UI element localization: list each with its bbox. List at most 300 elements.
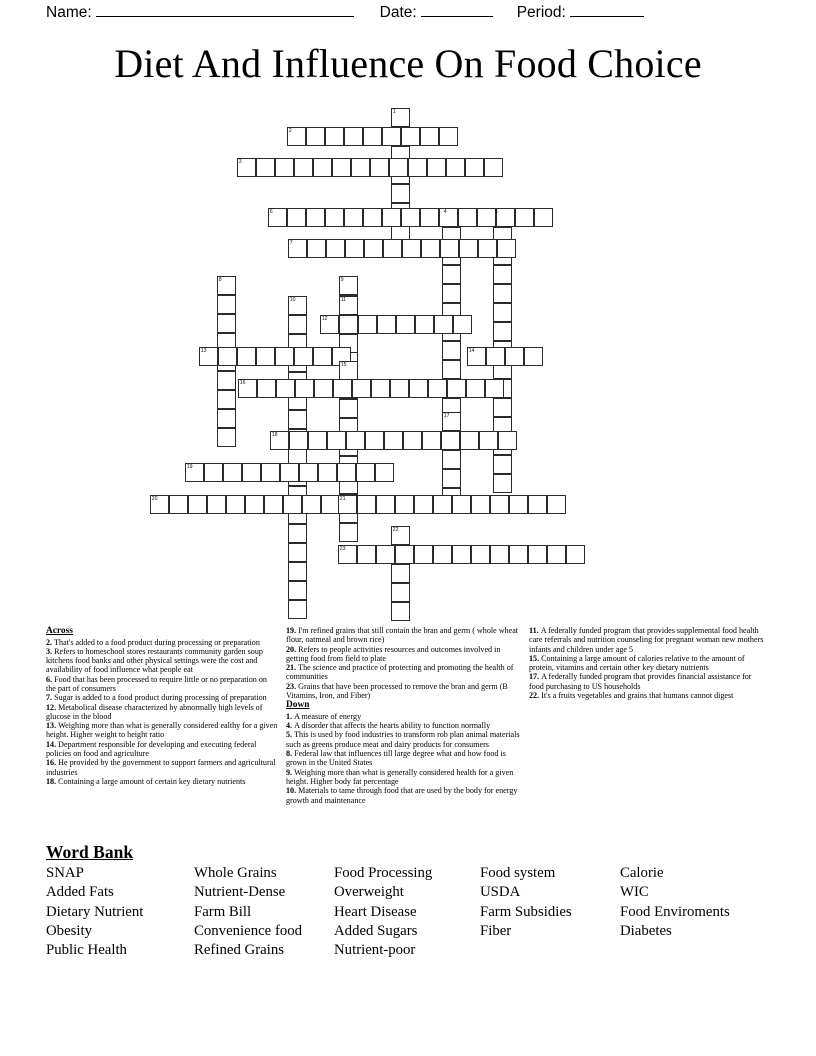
down-heading: Down: [286, 700, 310, 711]
crossword-cell[interactable]: [238, 379, 257, 398]
crossword-cell[interactable]: [288, 296, 307, 315]
crossword-cell[interactable]: [217, 371, 236, 390]
clue-text: A measure of energy: [294, 711, 362, 721]
clue-number: 15.: [529, 653, 542, 663]
crossword-cell[interactable]: [326, 239, 345, 258]
crossword-cell[interactable]: [391, 526, 410, 545]
crossword-cell[interactable]: [280, 463, 299, 482]
date-blank-line: [421, 16, 493, 17]
crossword-cell[interactable]: [339, 315, 358, 334]
page-title: Diet And Influence On Food Choice: [114, 41, 702, 86]
clue-number: 6.: [46, 674, 55, 684]
word-bank-item[interactable]: Calorie: [620, 865, 664, 881]
crossword-cell[interactable]: [288, 600, 307, 619]
crossword-cell[interactable]: [441, 431, 460, 450]
clue-text: Food that has been processed to require little or no preparation on the part of consumers: [46, 674, 267, 693]
clue-item: [46, 777, 278, 786]
crossword-cell[interactable]: [332, 158, 351, 177]
clue-number: 5.: [286, 730, 295, 740]
crossword-cell[interactable]: [442, 360, 461, 379]
clue-text: Containing a large amount of certain key dietary nutrients: [58, 776, 246, 786]
crossword-cell[interactable]: [395, 545, 414, 564]
crossword-cell[interactable]: [403, 431, 422, 450]
crossword-cell[interactable]: [339, 399, 358, 418]
clues-region: [46, 626, 776, 831]
clue-text: A disorder that affects the hearts ability to function normally: [294, 721, 491, 731]
crossword-grid: [0, 100, 816, 625]
crossword-cell[interactable]: [237, 347, 256, 366]
crossword-cell[interactable]: [256, 158, 275, 177]
crossword-cell[interactable]: [275, 347, 294, 366]
crossword-cell[interactable]: [493, 265, 512, 284]
crossword-cell[interactable]: [223, 463, 242, 482]
crossword-cell[interactable]: [496, 208, 515, 227]
crossword-cell[interactable]: [217, 409, 236, 428]
word-bank-item[interactable]: Diabetes: [620, 922, 672, 939]
crossword-cell[interactable]: [493, 284, 512, 303]
crossword-cell[interactable]: [442, 412, 461, 431]
crossword-cell[interactable]: [217, 314, 236, 333]
crossword-cell[interactable]: [217, 390, 236, 409]
clue-item: [286, 626, 521, 645]
crossword-cell[interactable]: [294, 158, 313, 177]
crossword-cell[interactable]: [306, 208, 325, 227]
crossword-number-23: 23: [339, 546, 346, 553]
crossword-cell[interactable]: [270, 431, 289, 450]
clue-text: Federal law that influences till large degree what and how food is grown in the United States: [286, 749, 506, 768]
crossword-cell[interactable]: [357, 545, 376, 564]
crossword-cell[interactable]: [493, 398, 512, 417]
worksheet-header: [0, 4, 816, 30]
crossword-number-8: 8: [218, 277, 222, 284]
crossword-number-1: 1: [392, 109, 396, 116]
clue-number: 13.: [46, 721, 59, 731]
crossword-cell[interactable]: [283, 495, 302, 514]
crossword-cell[interactable]: [389, 158, 408, 177]
crossword-cell[interactable]: [471, 495, 490, 514]
crossword-cell[interactable]: [509, 495, 528, 514]
crossword-cell[interactable]: [382, 127, 401, 146]
crossword-cell[interactable]: [288, 524, 307, 543]
crossword-cell[interactable]: [391, 184, 410, 203]
word-bank-empty: [480, 941, 620, 960]
crossword-cell[interactable]: [287, 208, 306, 227]
crossword-cell[interactable]: [325, 127, 344, 146]
crossword-cell[interactable]: [478, 239, 497, 258]
crossword-cell[interactable]: [308, 431, 327, 450]
crossword-cell[interactable]: [327, 431, 346, 450]
crossword-number-10: 10: [289, 297, 296, 304]
crossword-cell[interactable]: [415, 315, 434, 334]
crossword-cell[interactable]: [382, 208, 401, 227]
clue-text: This is used by food industries to transform rob plan animal materials such as greens produce meat and dairy products for consumers: [286, 730, 520, 749]
crossword-cell[interactable]: [188, 495, 207, 514]
crossword-cell[interactable]: [439, 208, 458, 227]
clue-item: [46, 638, 278, 647]
crossword-cell[interactable]: [547, 495, 566, 514]
crossword-cell[interactable]: [314, 379, 333, 398]
clue-number: 21.: [286, 663, 299, 673]
word-bank-item[interactable]: Food system: [480, 865, 556, 881]
clue-item: [286, 721, 521, 730]
crossword-cell[interactable]: [484, 158, 503, 177]
word-bank-item[interactable]: Farm Subsidies: [480, 903, 572, 920]
crossword-cell[interactable]: [295, 379, 314, 398]
crossword-cell[interactable]: [391, 583, 410, 602]
word-bank-item[interactable]: Food Processing: [334, 865, 433, 881]
clue-text: Department responsible for developing and executing federal policies on food and agriculture: [46, 739, 257, 759]
crossword-cell[interactable]: [345, 239, 364, 258]
crossword-cell[interactable]: [391, 602, 410, 621]
crossword-cell[interactable]: [566, 545, 585, 564]
word-bank-item[interactable]: Overweight: [334, 884, 404, 901]
word-bank-item[interactable]: Food Enviroments: [620, 903, 730, 920]
crossword-cell[interactable]: [460, 431, 479, 450]
crossword-cell[interactable]: [339, 523, 358, 542]
crossword-cell[interactable]: [384, 431, 403, 450]
word-bank-item[interactable]: USDA: [480, 884, 521, 901]
crossword-cell[interactable]: [338, 495, 357, 514]
crossword-number-2: 2: [288, 128, 292, 135]
clue-number: 17.: [529, 672, 542, 682]
crossword-cell[interactable]: [383, 239, 402, 258]
crossword-cell[interactable]: [479, 431, 498, 450]
crossword-cell[interactable]: [371, 379, 390, 398]
crossword-cell[interactable]: [446, 158, 465, 177]
crossword-cell[interactable]: [333, 379, 352, 398]
crossword-cell[interactable]: [364, 239, 383, 258]
crossword-cell[interactable]: [467, 347, 486, 366]
crossword-cell[interactable]: [442, 284, 461, 303]
clue-text: A federally funded program that provides supplemental food health care referrals and nutrition counseling for pregnant woman new mothers infants and children under age 5: [529, 626, 764, 654]
crossword-cell[interactable]: [199, 347, 218, 366]
crossword-cell[interactable]: [307, 239, 326, 258]
crossword-cell[interactable]: [264, 495, 283, 514]
clue-text: Containing a large amount of calories relative to the amount of protein, vitamins and certain other key dietary nutrients: [529, 653, 745, 673]
crossword-cell[interactable]: [409, 379, 428, 398]
crossword-cell[interactable]: [150, 495, 169, 514]
name-label: Name:: [46, 4, 92, 21]
crossword-cell[interactable]: [237, 158, 256, 177]
crossword-cell[interactable]: [185, 463, 204, 482]
crossword-cell[interactable]: [534, 208, 553, 227]
crossword-cell[interactable]: [434, 315, 453, 334]
crossword-cell[interactable]: [358, 315, 377, 334]
word-bank-item[interactable]: Dietary Nutrient: [46, 903, 144, 920]
crossword-cell[interactable]: [471, 545, 490, 564]
crossword-cell[interactable]: [351, 158, 370, 177]
crossword-cell[interactable]: [509, 545, 528, 564]
crossword-cell[interactable]: [408, 158, 427, 177]
crossword-cell[interactable]: [376, 545, 395, 564]
period-blank-line: [570, 16, 644, 17]
crossword-cell[interactable]: [420, 127, 439, 146]
crossword-cell[interactable]: [486, 347, 505, 366]
crossword-cell[interactable]: [490, 545, 509, 564]
crossword-cell[interactable]: [427, 158, 446, 177]
clue-item: [46, 675, 278, 694]
crossword-number-4: 4: [443, 209, 447, 216]
clue-number: 12.: [46, 702, 59, 712]
crossword-cell[interactable]: [288, 410, 307, 429]
period-label: Period:: [516, 4, 566, 21]
crossword-cell[interactable]: [422, 431, 441, 450]
word-bank-item[interactable]: SNAP: [46, 865, 84, 881]
crossword-cell[interactable]: [242, 463, 261, 482]
crossword-cell[interactable]: [528, 495, 547, 514]
word-bank-item[interactable]: Heart Disease: [334, 903, 417, 920]
crossword-cell[interactable]: [375, 463, 394, 482]
crossword-cell[interactable]: [217, 276, 236, 295]
crossword-cell[interactable]: [442, 341, 461, 360]
crossword-cell[interactable]: [302, 495, 321, 514]
crossword-cell[interactable]: [505, 347, 524, 366]
crossword-cell[interactable]: [257, 379, 276, 398]
crossword-number-11: 11: [340, 297, 347, 304]
crossword-cell[interactable]: [524, 347, 543, 366]
crossword-cell[interactable]: [442, 469, 461, 488]
crossword-number-20: 20: [151, 496, 158, 503]
word-bank-item[interactable]: Added Sugars: [334, 922, 418, 939]
crossword-cell[interactable]: [256, 347, 275, 366]
crossword-cell[interactable]: [318, 463, 337, 482]
clue-column-2: [286, 626, 529, 831]
crossword-number-3: 3: [238, 159, 242, 166]
clue-number: 11.: [529, 626, 541, 635]
clue-item: [286, 682, 521, 701]
clue-column-1: [46, 626, 286, 831]
crossword-cell[interactable]: [313, 158, 332, 177]
crossword-cell[interactable]: [365, 431, 384, 450]
clue-number: 9.: [286, 767, 295, 777]
word-bank-item[interactable]: Whole Grains: [194, 865, 277, 881]
clue-text: Materials to tame through food that are used by the body for energy growth and maintenance: [286, 786, 518, 805]
crossword-cell[interactable]: [344, 208, 363, 227]
crossword-number-14: 14: [468, 348, 475, 355]
crossword-cell[interactable]: [376, 495, 395, 514]
crossword-cell[interactable]: [320, 315, 339, 334]
crossword-cell[interactable]: [515, 208, 534, 227]
crossword-cell[interactable]: [288, 581, 307, 600]
crossword-number-15: 15: [340, 362, 347, 369]
clue-number: 22.: [529, 691, 542, 701]
crossword-cell[interactable]: [452, 545, 471, 564]
clue-number: 19.: [286, 626, 299, 635]
crossword-cell[interactable]: [391, 564, 410, 583]
crossword-cell[interactable]: [493, 455, 512, 474]
crossword-cell[interactable]: [477, 208, 496, 227]
word-bank-item[interactable]: WIC: [620, 884, 649, 901]
crossword-cell[interactable]: [288, 562, 307, 581]
word-bank-heading: Word Bank: [46, 842, 134, 862]
crossword-cell[interactable]: [414, 495, 433, 514]
crossword-number-18: 18: [271, 432, 278, 439]
clue-item: [529, 672, 768, 691]
crossword-cell[interactable]: [313, 347, 332, 366]
crossword-cell[interactable]: [440, 239, 459, 258]
crossword-cell[interactable]: [276, 379, 295, 398]
crossword-cell[interactable]: [439, 127, 458, 146]
word-bank-item[interactable]: Fiber: [480, 922, 512, 939]
clue-item: [286, 749, 521, 768]
crossword-cell[interactable]: [204, 463, 223, 482]
crossword-cell[interactable]: [402, 239, 421, 258]
crossword-cell[interactable]: [465, 158, 484, 177]
crossword-cell[interactable]: [357, 495, 376, 514]
crossword-number-17: 17: [443, 413, 450, 420]
word-bank-item[interactable]: Nutrient-Dense: [194, 884, 286, 901]
crossword-cell[interactable]: [528, 545, 547, 564]
clue-number: 8.: [286, 749, 295, 759]
crossword-number-13: 13: [200, 348, 207, 355]
crossword-cell[interactable]: [396, 315, 415, 334]
crossword-cell[interactable]: [339, 296, 358, 315]
clue-item: [529, 626, 768, 654]
crossword-cell[interactable]: [288, 315, 307, 334]
crossword-cell[interactable]: [459, 239, 478, 258]
crossword-cell[interactable]: [325, 208, 344, 227]
clue-text: Refers to homeschool stores restaurants community garden soup kitchens food banks and other physical settings were the cost and availability of food influence what people eat: [46, 646, 263, 675]
crossword-cell[interactable]: [338, 545, 357, 564]
crossword-cell[interactable]: [346, 431, 365, 450]
clue-text: It's a fruits vegetables and grains that humans cannot digest: [541, 691, 734, 701]
word-bank-item[interactable]: Public Health: [46, 942, 127, 959]
clue-text: A federally funded program that provides financial assistance for food purchasing to US households: [529, 672, 752, 691]
clue-text: Sugar is added to a food product during processing of preparation: [54, 693, 267, 703]
crossword-cell[interactable]: [442, 450, 461, 469]
crossword-cell[interactable]: [428, 379, 447, 398]
clue-item: [286, 730, 521, 749]
crossword-cell[interactable]: [401, 208, 420, 227]
crossword-cell[interactable]: [485, 379, 504, 398]
crossword-number-12: 12: [321, 316, 328, 323]
crossword-cell[interactable]: [447, 379, 466, 398]
crossword-cell[interactable]: [339, 276, 358, 295]
crossword-cell[interactable]: [390, 379, 409, 398]
crossword-cell[interactable]: [401, 127, 420, 146]
clue-text: Refers to people activities resources and outcomes involved in getting food from field to plate: [286, 644, 501, 663]
crossword-cell[interactable]: [207, 495, 226, 514]
crossword-cell[interactable]: [363, 208, 382, 227]
crossword-cell[interactable]: [299, 463, 318, 482]
word-bank-list: [46, 864, 776, 960]
clue-text: He provided by the government to support farmers and agricultural industries: [46, 758, 276, 777]
crossword-cell[interactable]: [275, 158, 294, 177]
crossword-cell[interactable]: [294, 347, 313, 366]
clue-item: [46, 758, 278, 777]
clue-item: [46, 693, 278, 702]
word-bank-item[interactable]: Nutrient-poor: [334, 942, 416, 959]
clue-number: 3.: [46, 646, 55, 656]
crossword-cell[interactable]: [377, 315, 396, 334]
clue-number: 1.: [286, 711, 295, 721]
clue-number: 20.: [286, 644, 299, 654]
clue-item: [286, 768, 521, 787]
crossword-cell[interactable]: [288, 239, 307, 258]
clue-text: I'm refined grains that still contain the bran and germ ( whole wheat flour, oatmeal and brown rice): [286, 626, 519, 645]
crossword-cell[interactable]: [453, 315, 472, 334]
crossword-cell[interactable]: [421, 239, 440, 258]
crossword-cell[interactable]: [458, 208, 477, 227]
clue-item: [529, 691, 768, 700]
clue-item: [286, 712, 521, 721]
crossword-cell[interactable]: [493, 303, 512, 322]
crossword-cell[interactable]: [433, 495, 452, 514]
crossword-cell[interactable]: [217, 295, 236, 314]
clue-text: Metabolical disease characterized by abnormally high levels of glucose in the blood: [46, 702, 263, 721]
crossword-number-6: 6: [269, 209, 273, 216]
crossword-cell[interactable]: [218, 347, 237, 366]
word-bank-item[interactable]: Obesity: [46, 922, 93, 939]
clue-item: [46, 647, 278, 675]
crossword-number-22: 22: [392, 527, 399, 534]
clue-number: 18.: [46, 776, 59, 786]
crossword-cell[interactable]: [288, 543, 307, 562]
crossword-cell[interactable]: [498, 431, 517, 450]
word-bank-item[interactable]: Farm Bill: [194, 903, 252, 920]
crossword-cell[interactable]: [493, 322, 512, 341]
clue-number: 4.: [286, 721, 295, 731]
crossword-cell[interactable]: [414, 545, 433, 564]
clue-text: The science and practice of protecting and promoting the health of communities: [286, 663, 514, 682]
crossword-cell[interactable]: [226, 495, 245, 514]
clue-item: [286, 786, 521, 805]
crossword-cell[interactable]: [391, 108, 410, 127]
crossword-cell[interactable]: [420, 208, 439, 227]
crossword-cell[interactable]: [337, 463, 356, 482]
crossword-cell[interactable]: [306, 127, 325, 146]
crossword-cell[interactable]: [490, 495, 509, 514]
crossword-cell[interactable]: [261, 463, 280, 482]
crossword-cell[interactable]: [352, 379, 371, 398]
word-bank-item[interactable]: Refined Grains: [194, 942, 284, 959]
crossword-cell[interactable]: [497, 239, 516, 258]
crossword-cell[interactable]: [395, 495, 414, 514]
crossword-cell[interactable]: [217, 428, 236, 447]
crossword-cell[interactable]: [493, 474, 512, 493]
crossword-number-19: 19: [186, 464, 193, 471]
crossword-cell[interactable]: [289, 431, 308, 450]
crossword-cell[interactable]: [466, 379, 485, 398]
clue-item: [529, 654, 768, 673]
clue-text: That's added to a food product during processing or preparation: [54, 637, 260, 647]
across-heading: Across: [46, 626, 73, 636]
word-bank: [46, 842, 776, 960]
crossword-cell[interactable]: [442, 265, 461, 284]
date-label: Date:: [379, 4, 417, 21]
crossword-cell[interactable]: [363, 127, 382, 146]
clue-number: 16.: [46, 758, 59, 768]
word-bank-item[interactable]: Convenience food: [194, 922, 303, 939]
crossword-cell[interactable]: [339, 361, 358, 380]
clue-number: 7.: [46, 693, 55, 703]
clue-item: [286, 645, 521, 664]
clue-item: [46, 703, 278, 722]
crossword-cell[interactable]: [433, 545, 452, 564]
crossword-cell[interactable]: [245, 495, 264, 514]
crossword-cell[interactable]: [287, 127, 306, 146]
clue-text: Weighing more than what is generally considered ealthy for a given height. Higher weight to height ratio: [46, 721, 278, 740]
crossword-cell[interactable]: [370, 158, 389, 177]
crossword-cell[interactable]: [356, 463, 375, 482]
word-bank-item[interactable]: Added Fats: [46, 884, 114, 901]
clue-item: [46, 740, 278, 759]
crossword-cell[interactable]: [169, 495, 188, 514]
crossword-cell[interactable]: [268, 208, 287, 227]
crossword-cell[interactable]: [452, 495, 471, 514]
crossword-cell[interactable]: [344, 127, 363, 146]
crossword-cell[interactable]: [547, 545, 566, 564]
